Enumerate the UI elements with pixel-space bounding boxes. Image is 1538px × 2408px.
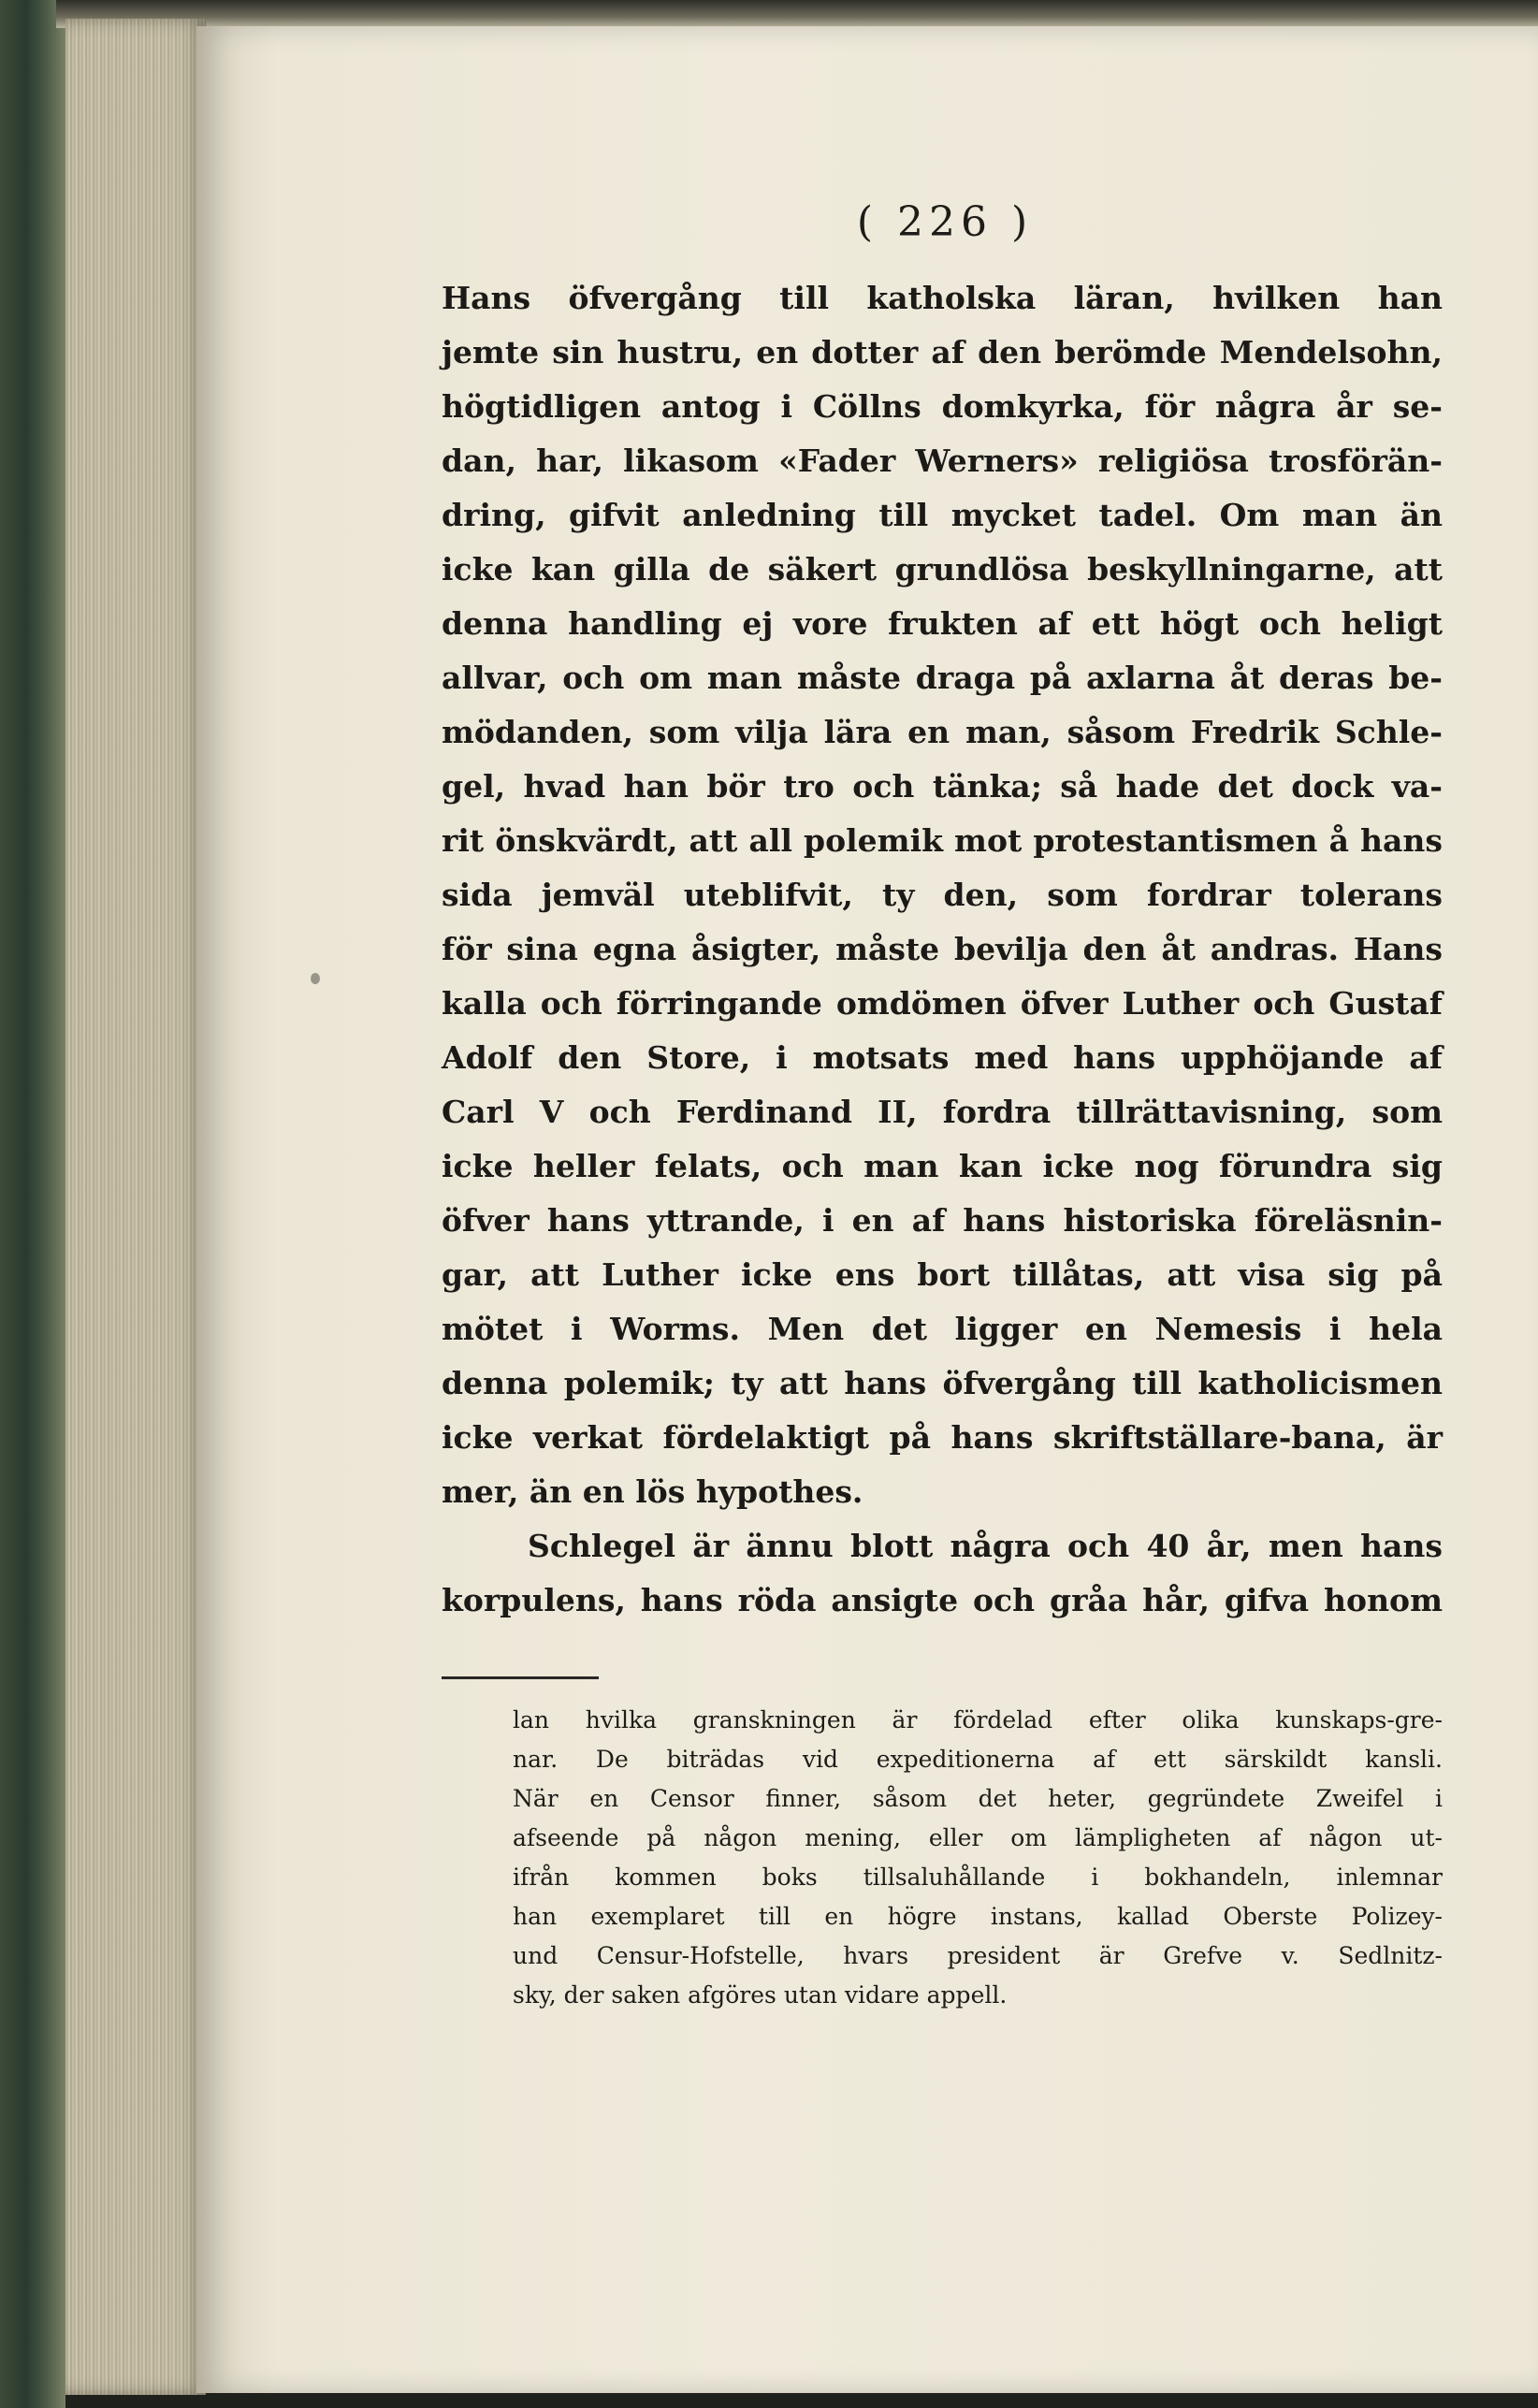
footnote-line: ifrån kommen boks tillsaluhållande i bokhandeln, inlemnar <box>513 1864 1443 1891</box>
text-line: mötet i Worms. Men det ligger en Nemesis i hela <box>442 1311 1443 1347</box>
footnote-line: nar. De biträdas vid expeditionerna af ett särskildt kansli. <box>513 1746 1443 1773</box>
text-line: dring, gifvit anledning till mycket tadel. Om man än <box>442 497 1443 533</box>
footnote-line: lan hvilka granskningen är fördelad efter olika kunskaps-gre- <box>513 1706 1443 1733</box>
text-line: högtidligen antog i Cöllns domkyrka, för några år se- <box>442 388 1443 425</box>
footnote-line: När en Censor finner, såsom det heter, gegründete Zweifel i <box>513 1785 1443 1812</box>
page-edges <box>65 19 206 2395</box>
text-line: jemte sin hustru, en dotter af den berömde Mendelsohn, <box>442 334 1443 370</box>
text-line: Hans öfvergång till katholska läran, hvilken han <box>442 280 1443 316</box>
page-number: ( 226 ) <box>856 198 1034 246</box>
text-line: sida jemväl uteblifvit, ty den, som fordrar tolerans <box>442 877 1443 913</box>
text-line: icke kan gilla de säkert grundlösa beskyllningarne, att <box>442 551 1443 587</box>
text-line: Adolf den Store, i motsats med hans upphöjande af <box>442 1039 1443 1076</box>
footnote-line: afseende på någon mening, eller om lämpligheten af någon ut- <box>513 1824 1443 1851</box>
footnote-line: und Censur-Hofstelle, hvars president är Grefve v. Sedlnitz- <box>513 1942 1443 1969</box>
paper-speck <box>311 973 320 984</box>
text-line: gel, hvad han bör tro och tänka; så hade det dock va- <box>442 768 1443 805</box>
text-line: Schlegel är ännu blott några och 40 år, men hans <box>528 1528 1443 1564</box>
text-line: öfver hans yttrande, i en af hans historiska föreläsnin- <box>442 1202 1443 1239</box>
page-top-edge <box>56 0 1538 28</box>
main-text <box>442 271 1443 1628</box>
text-line: gar, att Luther icke ens bort tillåtas, att visa sig på <box>442 1256 1443 1293</box>
text-line: denna handling ej vore frukten af ett högt och heligt <box>442 605 1443 642</box>
text-line: mer, än en lös hypothes. <box>442 1473 863 1510</box>
footnote-rule <box>442 1676 599 1679</box>
footnote-line: sky, der saken afgöres utan vidare appell. <box>513 1981 1008 2009</box>
text-line: kalla och förringande omdömen öfver Luther och Gustaf <box>442 985 1443 1022</box>
book-spine <box>0 0 65 2408</box>
text-line: allvar, och om man måste draga på axlarna åt deras be- <box>442 660 1443 696</box>
text-line: denna polemik; ty att hans öfvergång till katholicismen <box>442 1365 1443 1401</box>
text-line: icke verkat fördelaktigt på hans skriftställare-bana, är <box>442 1419 1443 1456</box>
text-line: mödanden, som vilja lära en man, såsom Fredrik Schle- <box>442 714 1443 750</box>
footnote-line: han exemplaret till en högre instans, kallad Oberste Polizey- <box>513 1903 1443 1930</box>
text-line: dan, har, likasom «Fader Werners» religiösa trosförän- <box>442 442 1443 479</box>
text-line: korpulens, hans röda ansigte och gråa hår, gifva honom <box>442 1582 1443 1618</box>
text-line: rit önskvärdt, att all polemik mot protestantismen å hans <box>442 822 1443 859</box>
footnote <box>513 1701 1443 2015</box>
text-line: för sina egna åsigter, måste bevilja den åt andras. Hans <box>442 931 1443 967</box>
text-line: Carl V och Ferdinand II, fordra tillrättavisning, som <box>442 1094 1443 1130</box>
text-line: icke heller felats, och man kan icke nog förundra sig <box>442 1148 1443 1184</box>
